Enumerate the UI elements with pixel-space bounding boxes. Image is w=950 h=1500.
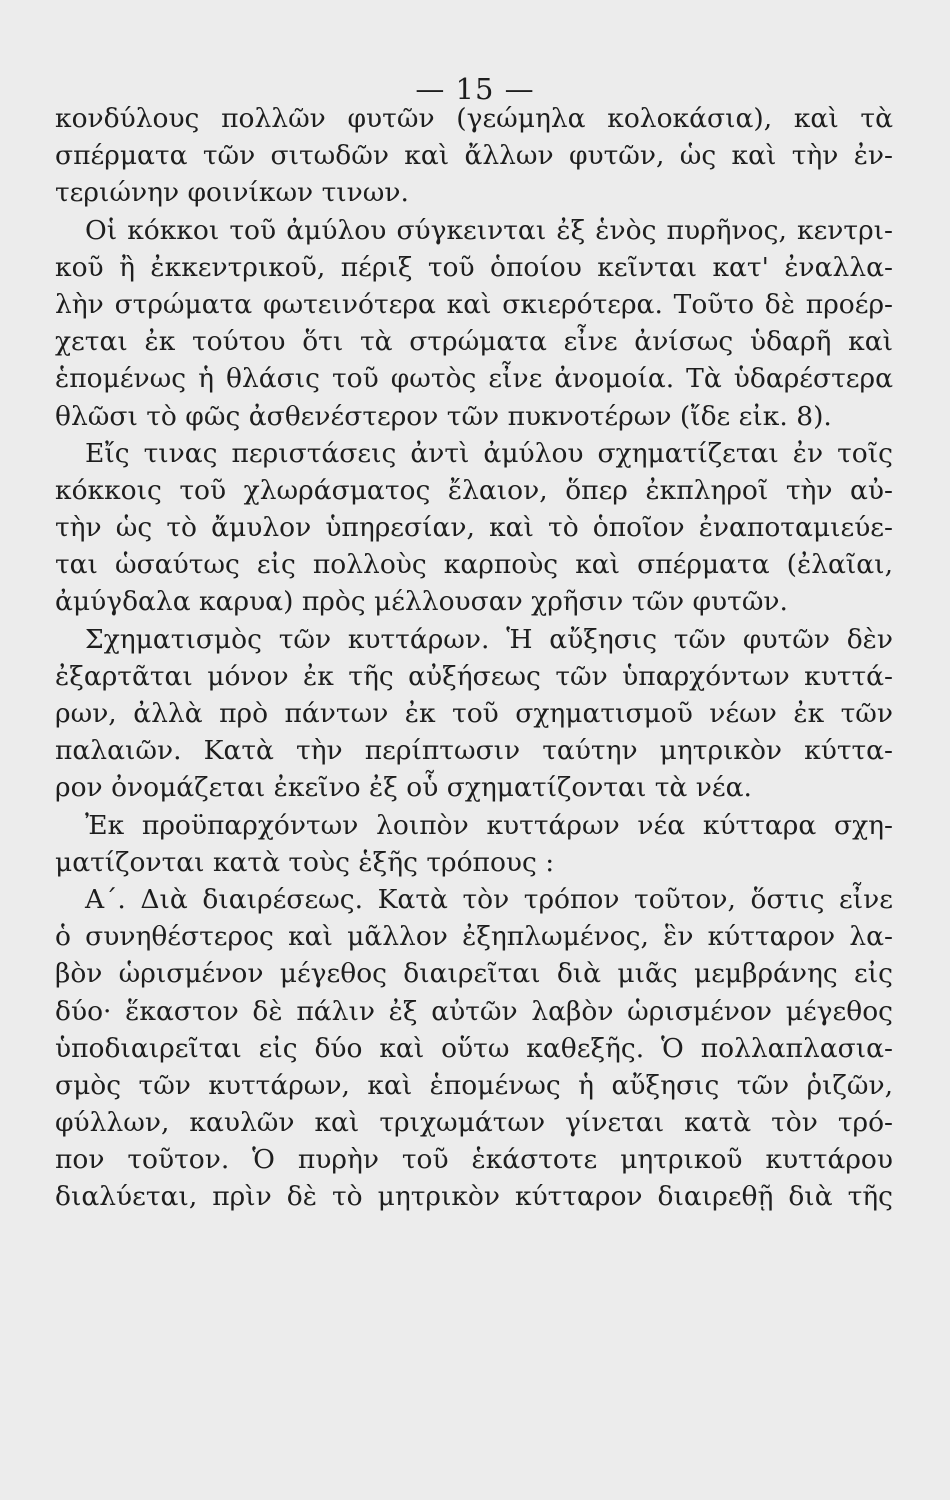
text-line: θλῶσι τὸ φῶς ἀσθενέστερον τῶν πυκνοτέρων (ἴδε εἰκ. 8). (55, 400, 832, 432)
text-line: ἀμύγδαλα καρυα) πρὸς μέλλουσαν χρῆσιν τῶν φυτῶν. (55, 586, 788, 618)
text-line: ται ὡσαύτως εἰς πολλοὺς καρποὺς καὶ σπέρματα (ἐλαῖαι, (55, 549, 893, 581)
text-line: φύλλων, καυλῶν καὶ τριχωμάτων γίνεται κατὰ τὸν τρό- (55, 1107, 893, 1139)
text-line: ἑπομένως ἡ θλάσις τοῦ φωτὸς εἶνε ἀνομοία. Τὰ ὑδαρέστερα (55, 363, 893, 395)
text-line: Α΄. Διὰ διαιρέσεως. Κατὰ τὸν τρόπον τοῦτον, ὅστις εἶνε (85, 883, 893, 915)
text-line: βὸν ὡρισμένον μέγεθος διαιρεῖται διὰ μιᾶς μεμβράνης εἰς (55, 958, 893, 990)
text-line: τεριώνην φοινίκων τινων. (55, 177, 409, 209)
text-line: δύο· ἕκαστον δὲ πάλιν ἐξ αὐτῶν λαβὸν ὡρισμένον μέγεθος (55, 995, 893, 1027)
text-line: ρον ὀνομάζεται ἐκεῖνο ἐξ οὗ σχηματίζονται τὰ νέα. (55, 772, 752, 804)
text-line: ἐξαρτᾶται μόνον ἐκ τῆς αὐξήσεως τῶν ὑπαρχόντων κυττά- (55, 660, 893, 692)
text-line: σμὸς τῶν κυττάρων, καὶ ἑπομένως ἡ αὔξησις τῶν ῥιζῶν, (55, 1069, 893, 1101)
text-line: Εἴς τινας περιστάσεις ἀντὶ ἀμύλου σχηματίζεται ἐν τοῖς (85, 437, 893, 469)
body-text (55, 100, 893, 1216)
text-line: πον τοῦτον. Ὁ πυρὴν τοῦ ἑκάστοτε μητρικοῦ κυττάρου (55, 1144, 893, 1176)
text-line: ὑποδιαιρεῖται εἰς δύο καὶ οὕτω καθεξῆς. Ὁ πολλαπλασια- (55, 1032, 893, 1064)
page-number: — 15 — (415, 72, 535, 106)
text-line: ὁ συνηθέστερος καὶ μᾶλλον ἐξηπλωμένος, ἓν κύτταρον λα- (55, 921, 893, 953)
text-line: σπέρματα τῶν σιτωδῶν καὶ ἄλλων φυτῶν, ὡς καὶ τὴν ἐν- (55, 140, 893, 172)
text-line: Ἐκ προϋπαρχόντων λοιπὸν κυττάρων νέα κύτταρα σχη- (85, 809, 893, 841)
text-line: Σχηματισμὸς τῶν κυττάρων. Ἡ αὔξησις τῶν φυτῶν δὲν (85, 623, 893, 655)
text-line: κόκκοις τοῦ χλωράσματος ἔλαιον, ὅπερ ἐκπληροῖ τὴν αὐ- (55, 474, 893, 506)
text-line: Οἱ κόκκοι τοῦ ἀμύλου σύγκεινται ἐξ ἑνὸς πυρῆνος, κεντρι- (85, 214, 893, 246)
text-line: κοῦ ἢ ἐκκεντρικοῦ, πέριξ τοῦ ὁποίου κεῖνται κατ' ἐναλλα- (55, 251, 893, 283)
text-line: κονδύλους πολλῶν φυτῶν (γεώμηλα κολοκάσια), καὶ τὰ (55, 103, 893, 134)
text-line: τὴν ὡς τὸ ἄμυλον ὑπηρεσίαν, καὶ τὸ ὁποῖον ἐναποταμιεύε- (55, 512, 893, 544)
text-line: χεται ἐκ τούτου ὅτι τὰ στρώματα εἶνε ἀνίσως ὑδαρῆ καὶ (55, 326, 893, 358)
text-line: ματίζονται κατὰ τοὺς ἑξῆς τρόπους : (55, 846, 555, 878)
text-line: διαλύεται, πρὶν δὲ τὸ μητρικὸν κύτταρον διαιρεθῇ διὰ τῆς (55, 1181, 893, 1213)
text-line: ρων, ἀλλὰ πρὸ πάντων ἐκ τοῦ σχηματισμοῦ νέων ἐκ τῶν (55, 698, 893, 729)
text-line: λὴν στρώματα φωτεινότερα καὶ σκιερότερα. Τοῦτο δὲ προέρ- (55, 288, 893, 320)
text-line: παλαιῶν. Κατὰ τὴν περίπτωσιν ταύτην μητρικὸν κύττα- (55, 735, 893, 767)
